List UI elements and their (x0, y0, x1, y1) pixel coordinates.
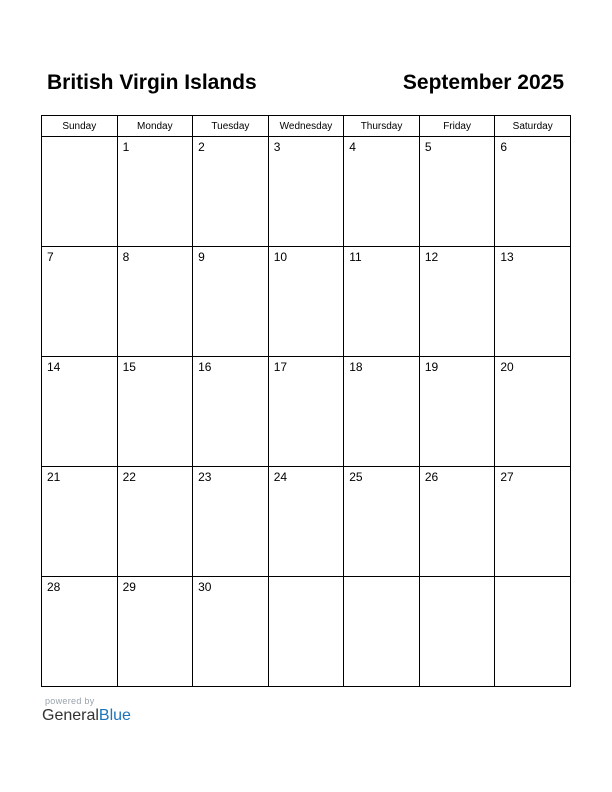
day-number: 16 (198, 360, 212, 374)
day-number: 8 (122, 250, 130, 264)
day-cell (42, 577, 118, 687)
day-number (42, 137, 117, 140)
day-number: 9 (198, 250, 205, 264)
day-cell (344, 137, 420, 247)
day-number: 20 (500, 360, 514, 374)
footer-branding (42, 696, 131, 725)
day-number: 29 (122, 580, 136, 594)
day-number: 18 (349, 360, 363, 374)
day-cell (117, 467, 193, 577)
day-number: 3 (273, 140, 281, 154)
calendar-country-title: British Virgin Islands (47, 71, 257, 94)
day-number: 30 (198, 580, 212, 594)
day-number: 24 (273, 470, 288, 484)
day-number: 13 (500, 250, 514, 264)
day-number: 27 (500, 470, 514, 484)
day-cell (42, 137, 118, 247)
day-number: 5 (424, 140, 432, 154)
brand-name-general: General (42, 707, 99, 724)
day-cell (344, 247, 420, 357)
day-number: 11 (349, 250, 362, 264)
day-cell (495, 467, 571, 577)
week-row (42, 357, 571, 467)
day-cell (495, 357, 571, 467)
brand-name-blue: Blue (98, 707, 131, 724)
week-row (42, 137, 571, 247)
day-number (269, 577, 344, 580)
day-cell (42, 357, 118, 467)
day-number: 14 (47, 360, 61, 374)
weekday-header-friday: Friday (419, 116, 495, 137)
day-number: 2 (198, 140, 205, 154)
day-cell (268, 577, 344, 687)
week-row (42, 247, 571, 357)
day-cell (344, 357, 420, 467)
weekday-header-thursday: Thursday (344, 116, 420, 137)
day-cell (419, 247, 495, 357)
weekday-header-monday: Monday (117, 116, 193, 137)
day-cell (495, 247, 571, 357)
day-number: 6 (500, 140, 508, 154)
powered-by-label: powered by (45, 696, 95, 706)
day-number: 19 (424, 360, 439, 374)
weekday-header-wednesday: Wednesday (268, 116, 344, 137)
weekday-header-saturday: Saturday (495, 116, 571, 137)
day-number (344, 577, 419, 580)
day-cell (117, 357, 193, 467)
day-cell (344, 467, 420, 577)
day-cell (419, 467, 495, 577)
day-cell (117, 137, 193, 247)
day-cell (344, 577, 420, 687)
day-number: 22 (122, 470, 136, 484)
day-cell (495, 137, 571, 247)
day-cell (193, 247, 269, 357)
weekday-header-sunday: Sunday (42, 116, 118, 137)
day-number: 12 (424, 250, 439, 264)
day-number: 28 (47, 580, 61, 594)
day-number (420, 577, 495, 580)
day-cell (42, 247, 118, 357)
day-cell (193, 467, 269, 577)
day-cell (495, 577, 571, 687)
day-number: 10 (273, 250, 288, 264)
day-number: 4 (349, 140, 356, 154)
day-number: 17 (273, 360, 288, 374)
day-cell (268, 357, 344, 467)
day-cell (193, 577, 269, 687)
week-row (42, 467, 571, 577)
day-cell (193, 137, 269, 247)
day-number: 26 (424, 470, 439, 484)
day-number: 7 (47, 250, 54, 264)
day-cell (42, 467, 118, 577)
calendar-month-title: September 2025 (402, 71, 564, 94)
day-number: 1 (122, 140, 130, 154)
week-row (42, 577, 571, 687)
day-number (495, 577, 570, 580)
generalblue-logo (42, 707, 131, 725)
day-cell (268, 137, 344, 247)
day-number: 23 (198, 470, 212, 484)
weekday-header-row (42, 116, 571, 137)
day-cell (268, 467, 344, 577)
day-cell (117, 247, 193, 357)
day-cell (117, 577, 193, 687)
day-number: 25 (349, 470, 363, 484)
day-cell (419, 577, 495, 687)
day-cell (193, 357, 269, 467)
weekday-header-tuesday: Tuesday (193, 116, 269, 137)
day-cell (419, 357, 495, 467)
day-cell (419, 137, 495, 247)
day-number: 21 (47, 470, 61, 484)
day-cell (268, 247, 344, 357)
day-number: 15 (122, 360, 136, 374)
calendar-grid (41, 115, 571, 687)
